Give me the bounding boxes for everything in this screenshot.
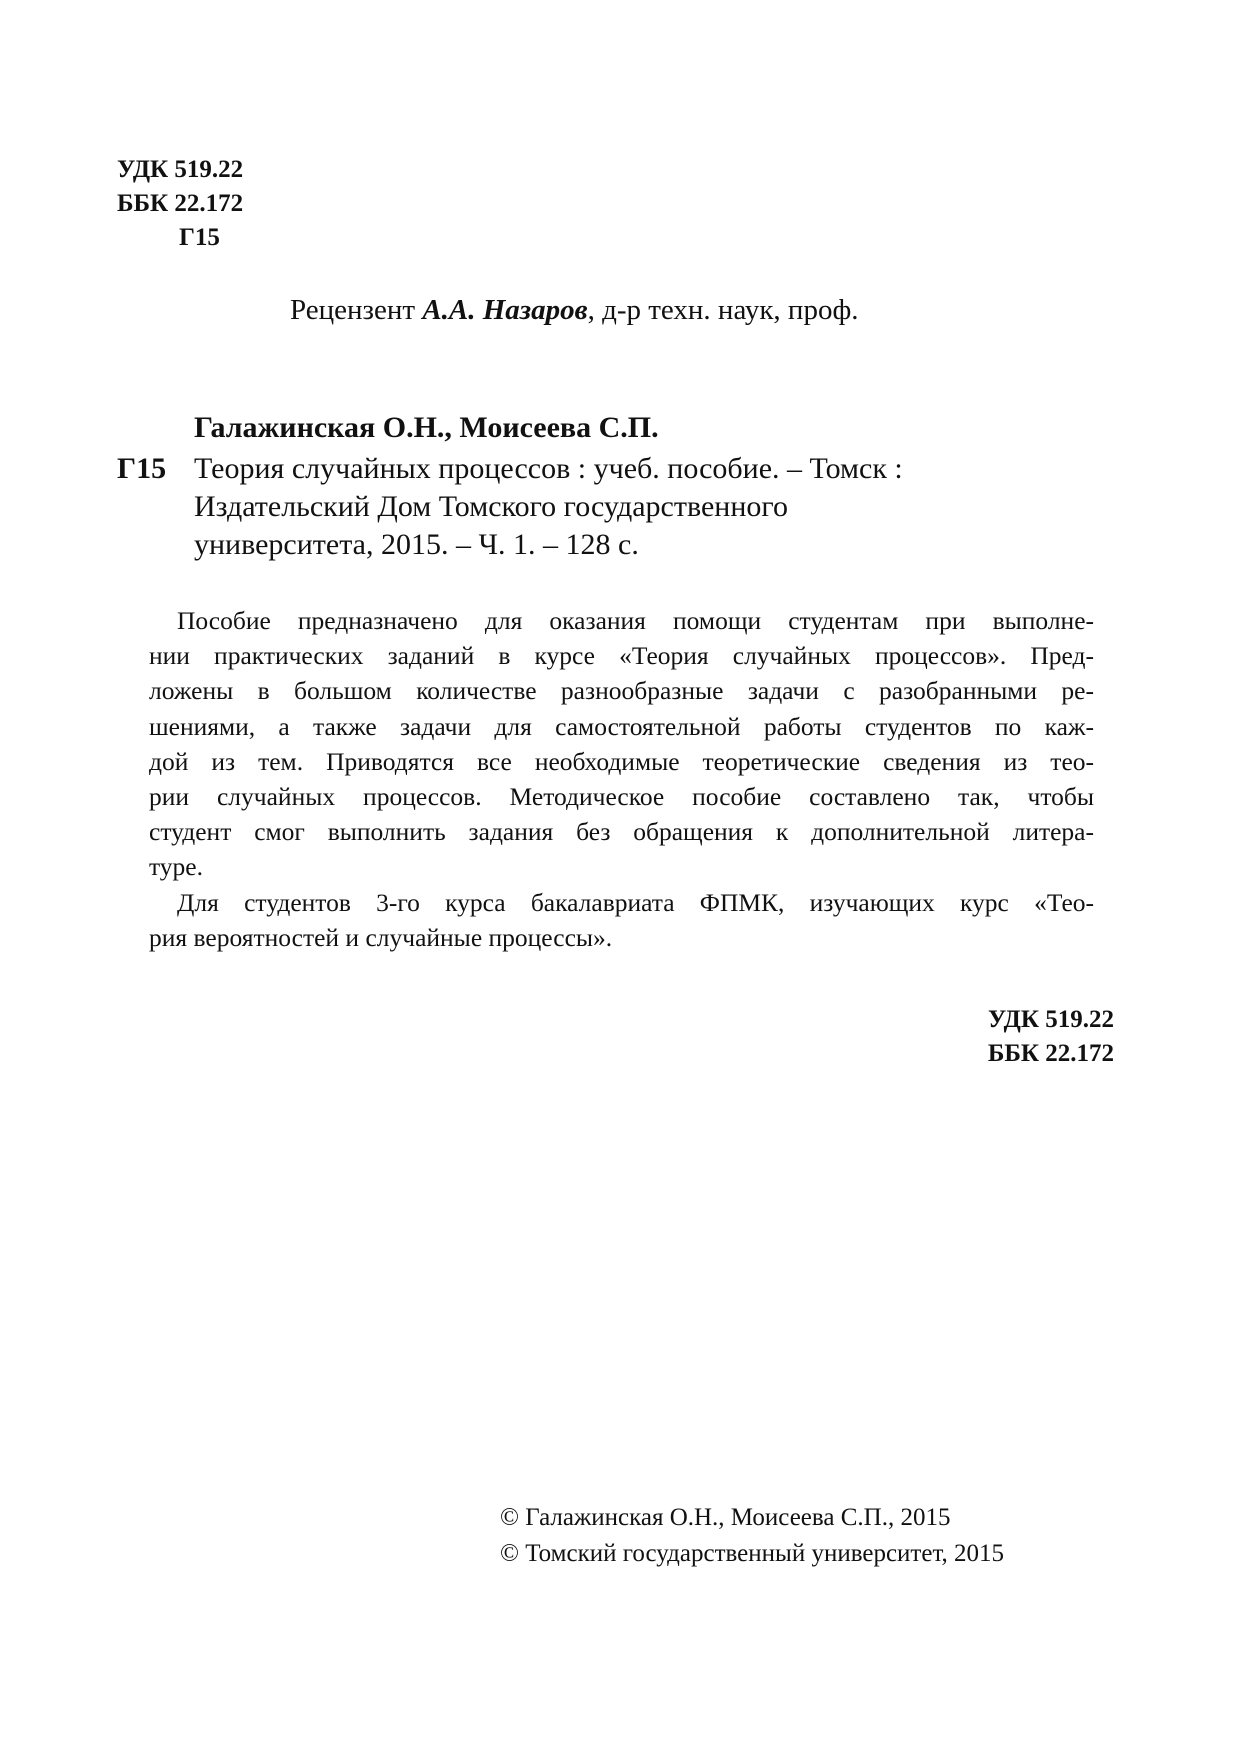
classification-block-top <box>117 153 243 255</box>
annotation-line: студент смог выполнить задания без обращения к дополнительной литера- <box>149 817 1094 847</box>
annotation-line: рии случайных процессов. Методическое пособие составлено так, чтобы <box>149 781 1094 811</box>
biblio-line: Теория случайных процессов : учеб. пособие. – Томск : <box>194 452 903 485</box>
bbk-code: ББК 22.172 <box>987 1040 1114 1067</box>
biblio-line: Издательский Дом Томского государственного <box>194 490 788 523</box>
classification-block-bottom <box>988 1003 1114 1071</box>
bibliographic-description <box>194 450 1054 564</box>
bbk-code: ББК 22.172 <box>117 190 244 217</box>
bibliographic-author-mark: Г15 <box>117 452 167 485</box>
annotation-line: Для студентов 3-го курса бакалавриата ФПМК, изучающих курс «Тео- <box>177 887 1094 917</box>
annotation <box>149 603 1094 955</box>
copyright-university: © Томский государственный университет, 2015 <box>500 1540 1005 1567</box>
annotation-line: нии практических заданий в курсе «Теория случайных процессов». Пред- <box>149 641 1094 671</box>
copyright-authors: © Галажинская О.Н., Моисеева С.П., 2015 <box>500 1504 951 1531</box>
copyright-block <box>500 1500 1004 1572</box>
reviewer-prefix: Рецензент <box>290 294 416 326</box>
book-authors: Галажинская О.Н., Моисеева С.П. <box>194 411 659 444</box>
annotation-line: шениями, а также задачи для самостоятельной работы студентов по каж- <box>149 711 1094 741</box>
annotation-line: дой из тем. Приводятся все необходимые теоретические сведения из тео- <box>149 746 1094 776</box>
annotation-line: рия вероятностей и случайные процессы». <box>149 922 613 952</box>
biblio-line: университета, 2015. – Ч. 1. – 128 с. <box>194 528 639 561</box>
author-mark: Г15 <box>179 224 220 251</box>
annotation-line: ложены в большом количестве разнообразные задачи с разобранными ре- <box>149 676 1094 706</box>
annotation-line: Пособие предназначено для оказания помощи студентам при выполне- <box>177 606 1094 635</box>
reviewer-credentials: , д-р техн. наук, проф. <box>587 294 859 326</box>
reviewer-name: А.А. Назаров <box>422 294 588 326</box>
udk-code: УДК 519.22 <box>117 156 244 183</box>
reviewer-line <box>290 292 859 328</box>
udk-code: УДК 519.22 <box>987 1006 1114 1033</box>
annotation-line: туре. <box>149 852 204 882</box>
